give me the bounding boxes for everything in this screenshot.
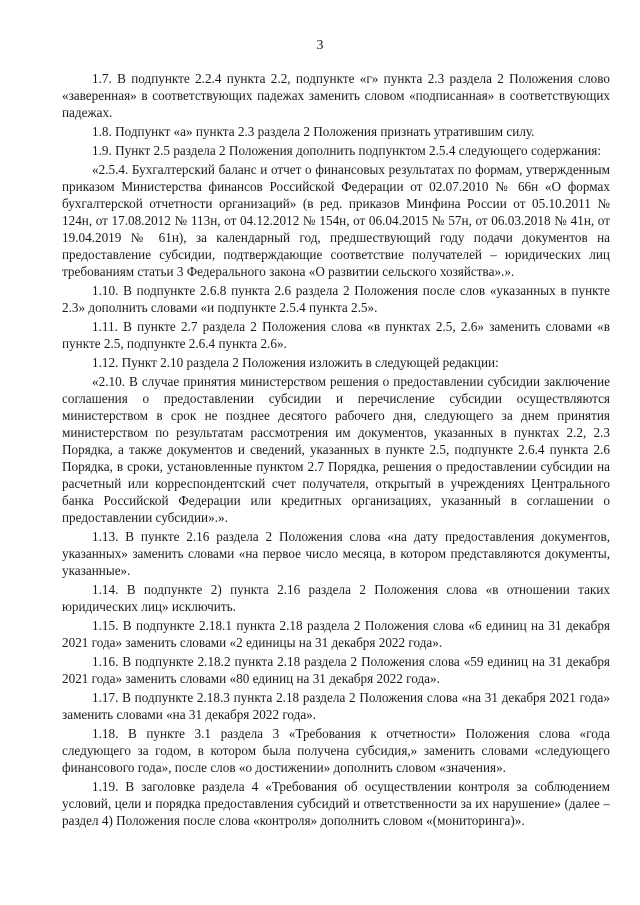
paragraph-1-7: 1.7. В подпункте 2.2.4 пункта 2.2, подпункте «г» пункта 2.3 раздела 2 Положения слово «заверенная» в соответствующих падежах заменить словом «подписанная» в соответствующих падежах.	[62, 71, 610, 120]
paragraph-1-13: 1.13. В пункте 2.16 раздела 2 Положения слова «на дату предоставления документов, указанных» заменить словами «на первое число месяца, в котором представляются документы, указанные».	[62, 529, 610, 578]
paragraph-1-12: 1.12. Пункт 2.10 раздела 2 Положения изложить в следующей редакции:	[92, 355, 499, 370]
document-body	[62, 70, 610, 831]
paragraph-1-17: 1.17. В подпункте 2.18.3 пункта 2.18 раздела 2 Положения слова «на 31 декабря 2021 года» заменить словами «на 31 декабря 2022 года».	[62, 690, 610, 722]
paragraph-1-14: 1.14. В подпункте 2) пункта 2.16 раздела 2 Положения слова «в отношении таких юридических лиц» исключить.	[62, 582, 610, 614]
page-number: 3	[316, 38, 324, 53]
paragraph-1-9: 1.9. Пункт 2.5 раздела 2 Положения дополнить подпунктом 2.5.4 следующего содержания:	[92, 143, 601, 158]
paragraph-2-10-quote: «2.10. В случае принятия министерством решения о предоставлении субсидии заключение соглашения о предоставлении субсидии и перечисление субсидии осуществляются министерством в срок не позднее десятого рабочего дня, следующего за днем принятия министерством по результатам рассмотрения им документов, указанных в пунктах 2.2, 2.3 Порядка, а также документов и сведений, указанных в пункте 2.5, подпункте 2.6.4 пункта 2.6 Порядка, в сроки, установленные пунктом 2.7 Порядка, решения о предоставлении субсидии на расчетный или корреспондентский счет получателя, открытый в учреждениях Центрального банка Российской Федерации или кредитных организациях, указанный в соглашении о предоставлении субсидии».».	[62, 374, 610, 525]
paragraph-1-11: 1.11. В пункте 2.7 раздела 2 Положения слова «в пунктах 2.5, 2.6» заменить словами «в пункте 2.5, подпункте 2.6.4 пункта 2.6».	[62, 319, 610, 351]
paragraph-1-8: 1.8. Подпункт «а» пункта 2.3 раздела 2 Положения признать утратившим силу.	[92, 124, 535, 139]
paragraph-2-5-4-quote: «2.5.4. Бухгалтерский баланс и отчет о финансовых результатах по формам, утвержденным приказом Министерства финансов Российской Федерации от 02.07.2010 № 66н «О формах бухгалтерской отчетности организаций» (в ред. приказов Минфина России от 05.10.2011 № 124н, от 17.08.2012 № 113н, от 04.12.2012 № 154н, от 06.04.2015 № 57н, от 06.03.2018 № 41н, от 19.04.2019 № 61н), за календарный год, предшествующий году подачи документов на предоставление субсидии, подтверждающие соответствие получателей – юридических лиц требованиям статьи 3 Федерального закона «О развитии сельского хозяйства».».	[62, 162, 610, 279]
paragraph-1-10: 1.10. В подпункте 2.6.8 пункта 2.6 раздела 2 Положения после слов «указанных в пункте 2.3» дополнить словами «и подпункте 2.5.4 пункта 2.5».	[62, 283, 610, 315]
paragraph-1-15: 1.15. В подпункте 2.18.1 пункта 2.18 раздела 2 Положения слова «6 единиц на 31 декабря 2021 года» заменить словами «2 единицы на 31 декабря 2022 года».	[62, 618, 610, 650]
paragraph-1-19: 1.19. В заголовке раздела 4 «Требования об осуществлении контроля за соблюдением условий, цели и порядка предоставления субсидий и ответственности за их нарушение» (далее – раздел 4) Положения после слова «контроля» дополнить словом «(мониторинга)».	[62, 779, 610, 828]
paragraph-1-16: 1.16. В подпункте 2.18.2 пункта 2.18 раздела 2 Положения слова «59 единиц на 31 декабря 2021 года» заменить словами «80 единиц на 31 декабря 2022 года».	[62, 654, 610, 686]
paragraph-1-18: 1.18. В пункте 3.1 раздела 3 «Требования к отчетности» Положения слова «года следующего за годом, в котором была получена субсидия,» заменить словами «следующего финансового года», после слов «о достижении» дополнить словом «значения».	[62, 726, 610, 775]
